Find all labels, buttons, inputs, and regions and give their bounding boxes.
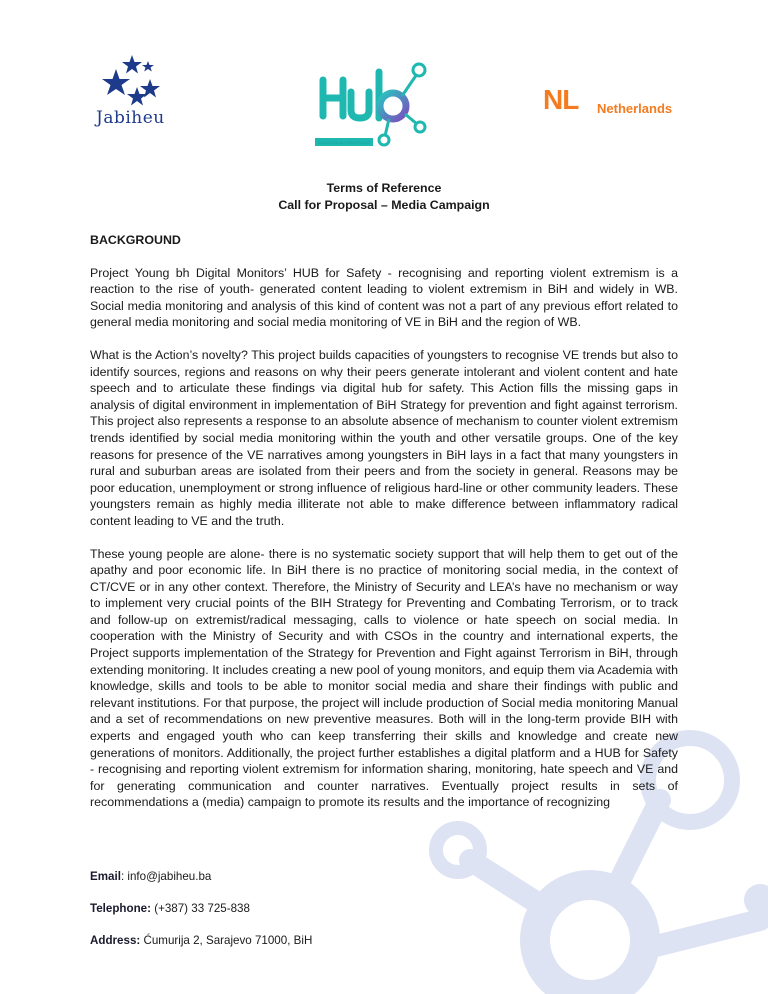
hub-logo — [313, 58, 433, 150]
telephone-label: Telephone: — [90, 902, 151, 915]
address-value: Ćumurija 2, Sarajevo 71000, BiH — [140, 934, 313, 947]
doc-title-line-2: Call for Proposal – Media Campaign — [278, 198, 490, 212]
paragraph: These young people are alone- there is no systematic society support that will help them to get out of the apathy and poor economic life. In BiH there is no practice of monitoring social media, in the context of CT/CVE or in any other context. Therefore, the Ministry of Security and LEA’s have no mechanism or way to implement very crucial points of the BIH Strategy for Preventing and Combating Terrorism, or to track and follow-up on extremist/radical messaging, calls to violence or hate speech on social media. In cooperation with the Ministry of Security and with CSOs in the country and international experts, the Project supports implementation of the Strategy for Prevention and Fight against Terrorism in BiH, through extending monitoring. It includes creating a new pool of young monitors, and equip them via Academia with knowledge, skills and tools to be able to monitor social media and share their findings with public and relevant institutions. For that purpose, the project will include production of Social media monitoring Manual and a set of recommendations on new preventive measures. Both will in the long-term provide BIH with experts and engaged youth who can keep transferring their skills and knowledge and create new generations of monitors. Additionally, the project further establishes a digital platform and a HUB for Safety - recognising and reporting violent extremism for information sharing, monitoring, hate speech and VE and for generating communication and counter narratives. Eventually project results in sets of recommendations a (media) campaign to promote its results and the importance of recognizing — [90, 546, 678, 810]
doc-title-line-1: Terms of Reference — [326, 181, 442, 195]
section-heading: BACKGROUND — [90, 233, 181, 247]
email-label: Email — [90, 870, 121, 883]
footer-email — [90, 870, 312, 884]
nl-logo-text: Netherlands — [597, 101, 673, 116]
contact-footer — [90, 870, 312, 966]
address-label: Address: — [90, 934, 141, 947]
footer-address — [90, 934, 312, 948]
nl-logo-mark: NL — [543, 84, 579, 115]
paragraph: What is the Action’s novelty? This project builds capacities of youngsters to recognise VE trends but also to identify sources, regions and reasons on why their peers generate intolerant and violent content and hate speech and to articulate these findings via digital hub for safety. This Action fills the missing gaps in analysis of digital environment in implementation of BiH Strategy for prevention and fight against terrorism. This project also represents a response to an absolute absence of mechanism to counter violent extremism trends identified by social media monitoring within the youth and other versatile groups. One of the key reasons for presence of the VE narratives among youngsters in BiH lays in a fact that many youngsters in rural and suburban areas are isolated from their peers and from the society in general. Reasons may be poor education, unemployment or strong influence of religious hard-line or other community leaders. These youngsters remain as highly media illiterate not able to make difference between inflammatory radical content leading to VE and the truth. — [90, 347, 678, 528]
document-body — [90, 180, 678, 811]
jabiheu-logo-text: Jabiheu — [96, 108, 165, 128]
footer-telephone — [90, 902, 312, 916]
email-value[interactable]: : info@jabiheu.ba — [120, 870, 212, 883]
telephone-value: (+387) 33 725-838 — [150, 902, 250, 915]
hub-logo-subtitle: ZA DIGITALNU SIGURNOST — [318, 140, 370, 145]
paragraph: Project Young bh Digital Monitors’ HUB for Safety - recognising and reporting violent extremism is a reaction to the rise of youth- generated content leading to violent extremism in BiH and widely in WB. Social media monitoring and analysis of this kind of content was not a part of any previous effort related to general media monitoring and social media monitoring of VE in BiH and the region of WB. — [90, 265, 678, 330]
